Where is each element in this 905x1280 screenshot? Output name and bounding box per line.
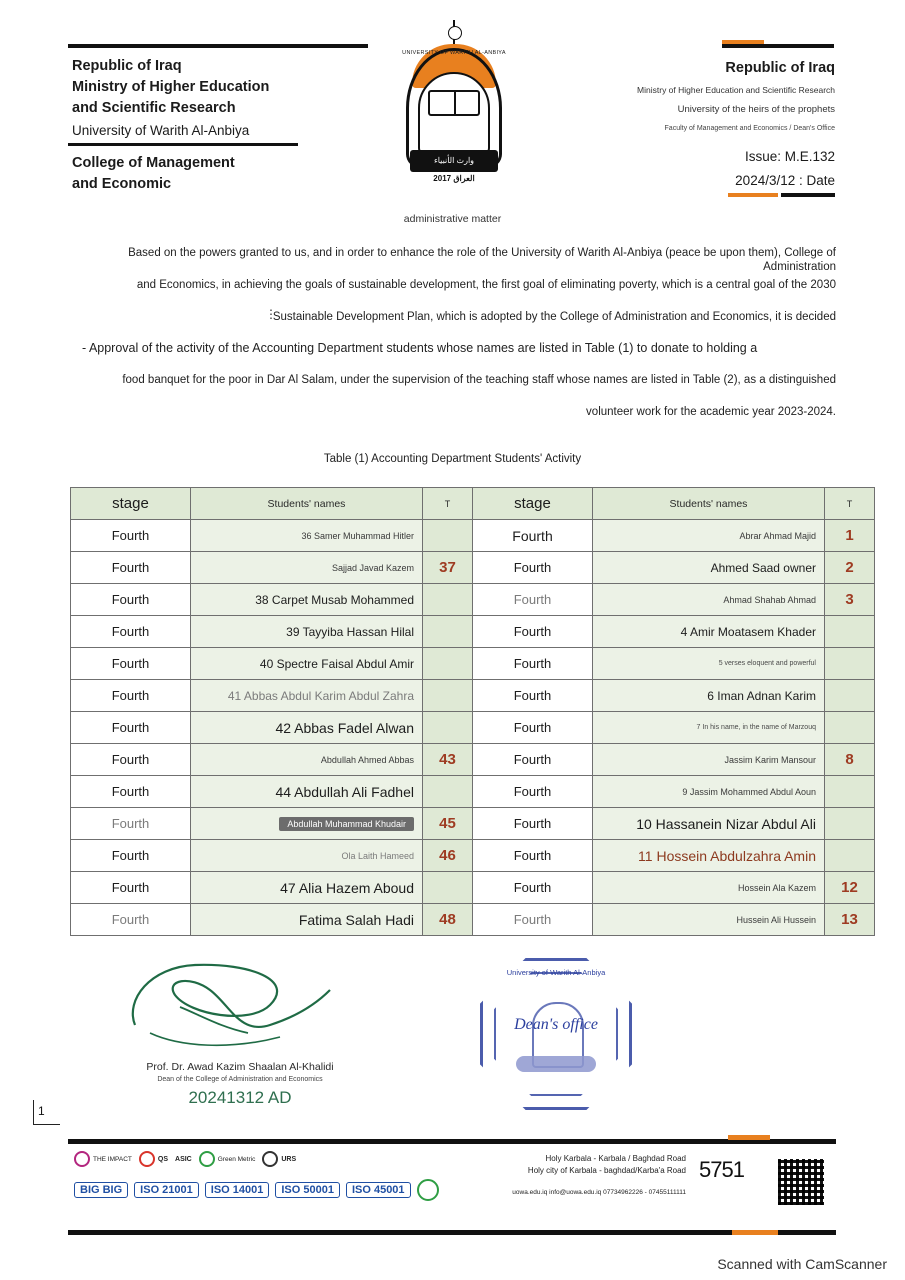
header-right-line2: Ministry of Higher Education and Scientific Research: [637, 85, 835, 95]
vertical-dots-icon: ⋮: [265, 307, 277, 321]
cell-t-right: 12: [825, 872, 875, 904]
accreditation-badges: [74, 1151, 296, 1167]
table-caption: Table (1) Accounting Department Students' Activity: [323, 453, 582, 465]
stamp-bar-icon: [516, 1056, 596, 1072]
body-paragraph-2: and Economics, in achieving the goals of sustainable development, the first goal of eliminating poverty, which is a central goal of the 2030: [136, 279, 836, 291]
badge-the-impact-rankings: [74, 1151, 132, 1167]
table-row: [71, 712, 875, 744]
header-stage-right: stage: [473, 488, 593, 520]
scanned-watermark: Scanned with CamScanner: [717, 1256, 887, 1272]
header-names-left: Students' names: [191, 488, 423, 520]
footer-block: [68, 1145, 836, 1229]
header-stage-left: stage: [71, 488, 191, 520]
footer-contact: uowa.edu.iq info@uowa.edu.iq 07734962226 - 07455111111: [512, 1189, 686, 1196]
cell-stage-left: Fourth: [71, 712, 191, 744]
footer-rule-top-accent: [728, 1135, 770, 1140]
header-left-line5: College of Management: [72, 154, 235, 171]
cell-name-right: 10 Hassanein Nizar Abdul Ali: [593, 808, 825, 840]
cell-name-left: [191, 808, 423, 840]
cell-name-right: Jassim Karim Mansour: [593, 744, 825, 776]
iso-certification-row: [74, 1179, 439, 1201]
cell-stage-left: Fourth: [71, 904, 191, 936]
cell-name-left: 39 Tayyiba Hassan Hilal: [191, 616, 423, 648]
header-left-line3: and Scientific Research: [72, 100, 236, 117]
table-row: [71, 616, 875, 648]
official-stamp: [480, 958, 632, 1110]
university-logo: [398, 20, 510, 190]
cell-t-right: [825, 680, 875, 712]
body-paragraph-6: volunteer work for the academic year 2023-2024.: [586, 406, 836, 418]
impact-rankings-icon: [74, 1151, 90, 1167]
body-paragraph-1: Based on the powers granted to us, and in order to enhance the role of the University of Warith Al-Anbiya (peace be upon them), College of Administration: [128, 247, 836, 273]
cell-stage-right: Fourth: [473, 584, 593, 616]
document-date: 2024/3/12 : Date: [735, 173, 835, 188]
header-left-line4: University of Warith Al-Anbiya: [72, 123, 250, 139]
cell-name-right: Hussein Ali Hussein: [593, 904, 825, 936]
footer-phone: 5751: [699, 1157, 744, 1182]
header-left-line6: and Economic: [72, 175, 172, 192]
cell-t-left: [423, 584, 473, 616]
stamp-top-text: University of Warith Al-Anbiya: [506, 968, 606, 977]
footer-rule-bottom: [68, 1230, 836, 1235]
cell-stage-left: Fourth: [71, 872, 191, 904]
cell-stage-left: Fourth: [71, 584, 191, 616]
footer-rule-bottom-accent: [732, 1230, 778, 1235]
cell-stage-right: Fourth: [473, 648, 593, 680]
subject-line: administrative matter: [403, 213, 502, 225]
eco-seal-icon: [417, 1179, 439, 1201]
table-row: [71, 584, 875, 616]
table-row: [71, 680, 875, 712]
table-row: [71, 744, 875, 776]
cell-t-right: [825, 616, 875, 648]
logo-spire-icon: [453, 20, 455, 46]
cell-t-left: 43: [423, 744, 473, 776]
address-line-2: Holy city of Karbala - baghdad/Karba'a Road: [527, 1166, 686, 1175]
cell-stage-left: Fourth: [71, 616, 191, 648]
cell-t-left: [423, 680, 473, 712]
cell-name-left: Ola Laith Hameed: [191, 840, 423, 872]
cell-name-right: 7 In his name, in the name of Marzouq: [593, 712, 825, 744]
badge-label: THE IMPACT: [93, 1155, 132, 1163]
table-row: [71, 520, 875, 552]
cell-name-left: Sajjad Javad Kazem: [191, 552, 423, 584]
header-rule-right-accent-2: [728, 193, 778, 197]
address-line-1: Holy Karbala - Karbala / Baghdad Road: [545, 1154, 686, 1163]
body-paragraph-4: - Approval of the activity of the Accounting Department students whose names are listed in Table (1) to donate to holding a: [82, 341, 758, 355]
table-row: [71, 648, 875, 680]
cell-t-left: 46: [423, 840, 473, 872]
cell-t-right: 13: [825, 904, 875, 936]
footer-rule-top: [68, 1139, 836, 1144]
cell-stage-left: Fourth: [71, 744, 191, 776]
cell-name-right: 5 verses eloquent and powerful: [593, 648, 825, 680]
header-t-left: T: [423, 488, 473, 520]
iso-tag-big: BIG BIG: [74, 1182, 128, 1198]
header-left-line2: Ministry of Higher Education: [72, 79, 270, 96]
cell-name-right: Hossein Ala Kazem: [593, 872, 825, 904]
cell-t-right: 8: [825, 744, 875, 776]
cell-stage-right: Fourth: [473, 840, 593, 872]
cell-t-left: 48: [423, 904, 473, 936]
cell-name-left: 40 Spectre Faisal Abdul Amir: [191, 648, 423, 680]
cell-t-right: 1: [825, 520, 875, 552]
header-right-block: [505, 60, 835, 188]
cell-stage-left: Fourth: [71, 840, 191, 872]
cell-t-left: 37: [423, 552, 473, 584]
students-table: [70, 487, 875, 936]
header-t-right: T: [825, 488, 875, 520]
cell-name-left: 44 Abdullah Ali Fadhel: [191, 776, 423, 808]
cell-name-right: 11 Hossein Abdulzahra Amin: [593, 840, 825, 872]
cell-stage-right: Fourth: [473, 776, 593, 808]
badge-label: Green Metric: [217, 1155, 256, 1163]
cell-stage-left: Fourth: [71, 648, 191, 680]
cell-name-left: 36 Samer Muhammad Hitler: [191, 520, 423, 552]
badge-urs: [262, 1151, 296, 1167]
logo-arc-text: UNIVERSITY OF WARITH AL-ANBIYA: [402, 50, 506, 56]
table-row: [71, 904, 875, 936]
badge-label: QS: [157, 1155, 169, 1163]
header-rule-left: [68, 44, 368, 48]
cell-stage-left: Fourth: [71, 520, 191, 552]
handwritten-signature: [120, 955, 340, 1060]
qr-code-icon: [776, 1157, 826, 1207]
footer-address: [528, 1153, 686, 1177]
signatory-name: Prof. Dr. Awad Kazim Shaalan Al-Khalidi: [146, 1061, 334, 1073]
urs-icon: [262, 1151, 278, 1167]
header-rule-right-black-2: [781, 193, 835, 197]
cell-t-right: [825, 840, 875, 872]
issue-number: Issue: M.E.132: [744, 149, 835, 164]
cell-stage-right: Fourth: [473, 872, 593, 904]
cell-name-right: 6 Iman Adnan Karim: [593, 680, 825, 712]
cell-t-right: [825, 648, 875, 680]
cell-t-left: [423, 520, 473, 552]
cell-t-left: [423, 616, 473, 648]
badge-ui-green-metric: [199, 1151, 256, 1167]
cell-stage-left: Fourth: [71, 776, 191, 808]
header-names-right: Students' names: [593, 488, 825, 520]
cell-stage-right: Fourth: [473, 616, 593, 648]
page-number-marker: [33, 1100, 60, 1125]
cell-stage-left: Fourth: [71, 680, 191, 712]
body-paragraph-3: Sustainable Development Plan, which is adopted by the College of Administration and Economics, it is decided: [272, 311, 836, 323]
cell-name-left: 42 Abbas Fadel Alwan: [191, 712, 423, 744]
cell-t-left: [423, 776, 473, 808]
cell-t-left: [423, 648, 473, 680]
stamp-mid-text: Dean's office: [514, 1016, 598, 1033]
cell-t-left: [423, 712, 473, 744]
cell-name-left: Abdullah Ahmed Abbas: [191, 744, 423, 776]
header-left-line1: Republic of Iraq: [72, 58, 182, 74]
highlighted-name: Abdullah Muhammad Khudair: [279, 817, 414, 831]
cell-t-left: 45: [423, 808, 473, 840]
header-rule-right: [722, 44, 834, 48]
cell-stage-right: Fourth: [473, 904, 593, 936]
iso-tag-14001: ISO 14001: [205, 1182, 270, 1198]
table-row: [71, 840, 875, 872]
cell-stage-right: Fourth: [473, 744, 593, 776]
cell-name-left: 47 Alia Hazem Aboud: [191, 872, 423, 904]
badge-label: URS: [281, 1155, 297, 1163]
cell-name-right: 4 Amir Moatasem Khader: [593, 616, 825, 648]
cell-stage-right: Fourth: [473, 552, 593, 584]
table-row: [71, 552, 875, 584]
table-row: [71, 872, 875, 904]
page-number: 1: [38, 1104, 45, 1118]
cell-t-right: 2: [825, 552, 875, 584]
cell-t-right: [825, 808, 875, 840]
table-header-row: [71, 488, 875, 520]
badge-asic: [175, 1156, 192, 1163]
cell-t-right: [825, 776, 875, 808]
cell-name-right: Abrar Ahmad Majid: [593, 520, 825, 552]
iso-tag-50001: ISO 50001: [275, 1182, 340, 1198]
badge-qs-rankings: [139, 1151, 168, 1167]
cell-name-right: 9 Jassim Mohammed Abdul Aoun: [593, 776, 825, 808]
cell-name-left: 38 Carpet Musab Mohammed: [191, 584, 423, 616]
cell-t-left: [423, 872, 473, 904]
logo-band-text: وارث الأنبياء: [410, 150, 498, 172]
cell-stage-left: Fourth: [71, 552, 191, 584]
iso-tag-21001: ISO 21001: [134, 1182, 199, 1198]
cell-stage-right: Fourth: [473, 520, 593, 552]
cell-name-left: 41 Abbas Abdul Karim Abdul Zahra: [191, 680, 423, 712]
table-row: [71, 808, 875, 840]
cell-stage-left: Fourth: [71, 808, 191, 840]
iso-tag-45001: ISO 45001: [346, 1182, 411, 1198]
cell-name-right: Ahmad Shahab Ahmad: [593, 584, 825, 616]
cell-stage-right: Fourth: [473, 712, 593, 744]
header-right-line3: University of the heirs of the prophets: [677, 104, 835, 115]
table-row: [71, 776, 875, 808]
header-right-line4: Faculty of Management and Economics / Dean's Office: [664, 125, 835, 132]
logo-sub-text: العراق 2017: [433, 174, 475, 183]
cell-name-right: Ahmed Saad owner: [593, 552, 825, 584]
header-left-block: [72, 56, 402, 195]
cell-t-right: 3: [825, 584, 875, 616]
signatory-role: Dean of the College of Administration and Economics: [157, 1076, 323, 1083]
cell-name-left: Fatima Salah Hadi: [191, 904, 423, 936]
body-paragraph-5: food banquet for the poor in Dar Al Salam, under the supervision of the teaching staff whose names are listed in Table (2), as a distinguished: [122, 374, 836, 386]
badge-label: ASIC: [175, 1155, 192, 1163]
cell-stage-right: Fourth: [473, 808, 593, 840]
cell-t-right: [825, 712, 875, 744]
qs-icon: [139, 1151, 155, 1167]
cell-stage-right: Fourth: [473, 680, 593, 712]
green-metric-icon: [199, 1151, 215, 1167]
header-right-line1: Republic of Iraq: [725, 60, 835, 76]
logo-book-icon: [428, 90, 480, 116]
signature-date: 20241312 AD: [188, 1088, 292, 1107]
